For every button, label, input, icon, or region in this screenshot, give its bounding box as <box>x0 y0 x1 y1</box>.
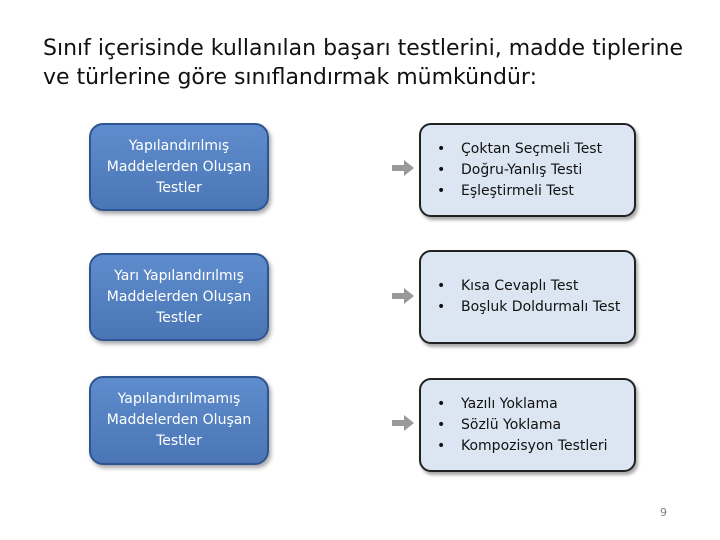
item-list <box>435 276 620 318</box>
arrow-right-icon <box>392 288 414 304</box>
list-item: • Yazılı Yoklama <box>435 394 608 415</box>
list-item: • Kısa Cevaplı Test <box>435 276 620 297</box>
diagram-row-1 <box>0 120 720 216</box>
list-item: • Eşleştirmeli Test <box>435 181 602 202</box>
list-item: • Sözlü Yoklama <box>435 415 608 436</box>
category-box-structured <box>89 123 269 211</box>
items-box-structured <box>419 123 636 217</box>
list-item: • Çoktan Seçmeli Test <box>435 139 602 160</box>
slide-title: Sınıf içerisinde kullanılan başarı testlerini, madde tiplerine ve türlerine göre sınıflandırmak mümkündür: <box>43 36 684 90</box>
category-label: Yapılandırılmamış Maddelerden Oluşan Testler <box>106 391 252 449</box>
category-box-unstructured <box>89 376 269 465</box>
item-list <box>435 139 602 202</box>
items-box-semi-structured <box>419 250 636 344</box>
list-item: • Doğru-Yanlış Testi <box>435 160 602 181</box>
arrow-right-icon <box>392 160 414 176</box>
diagram-row-2 <box>0 250 720 346</box>
diagram-row-3 <box>0 373 720 469</box>
category-label: Yarı Yapılandırılmış Maddelerden Oluşan Testler <box>106 267 252 326</box>
list-item: • Boşluk Doldurmalı Test <box>435 297 620 318</box>
category-label: Yapılandırılmış Maddelerden Oluşan Testler <box>106 137 252 196</box>
arrow-right-icon <box>392 415 414 431</box>
items-box-unstructured <box>419 378 636 472</box>
page-number: 9 <box>660 506 667 519</box>
item-list <box>435 394 608 457</box>
list-item: • Kompozisyon Testleri <box>435 436 608 457</box>
category-box-semi-structured <box>89 253 269 341</box>
